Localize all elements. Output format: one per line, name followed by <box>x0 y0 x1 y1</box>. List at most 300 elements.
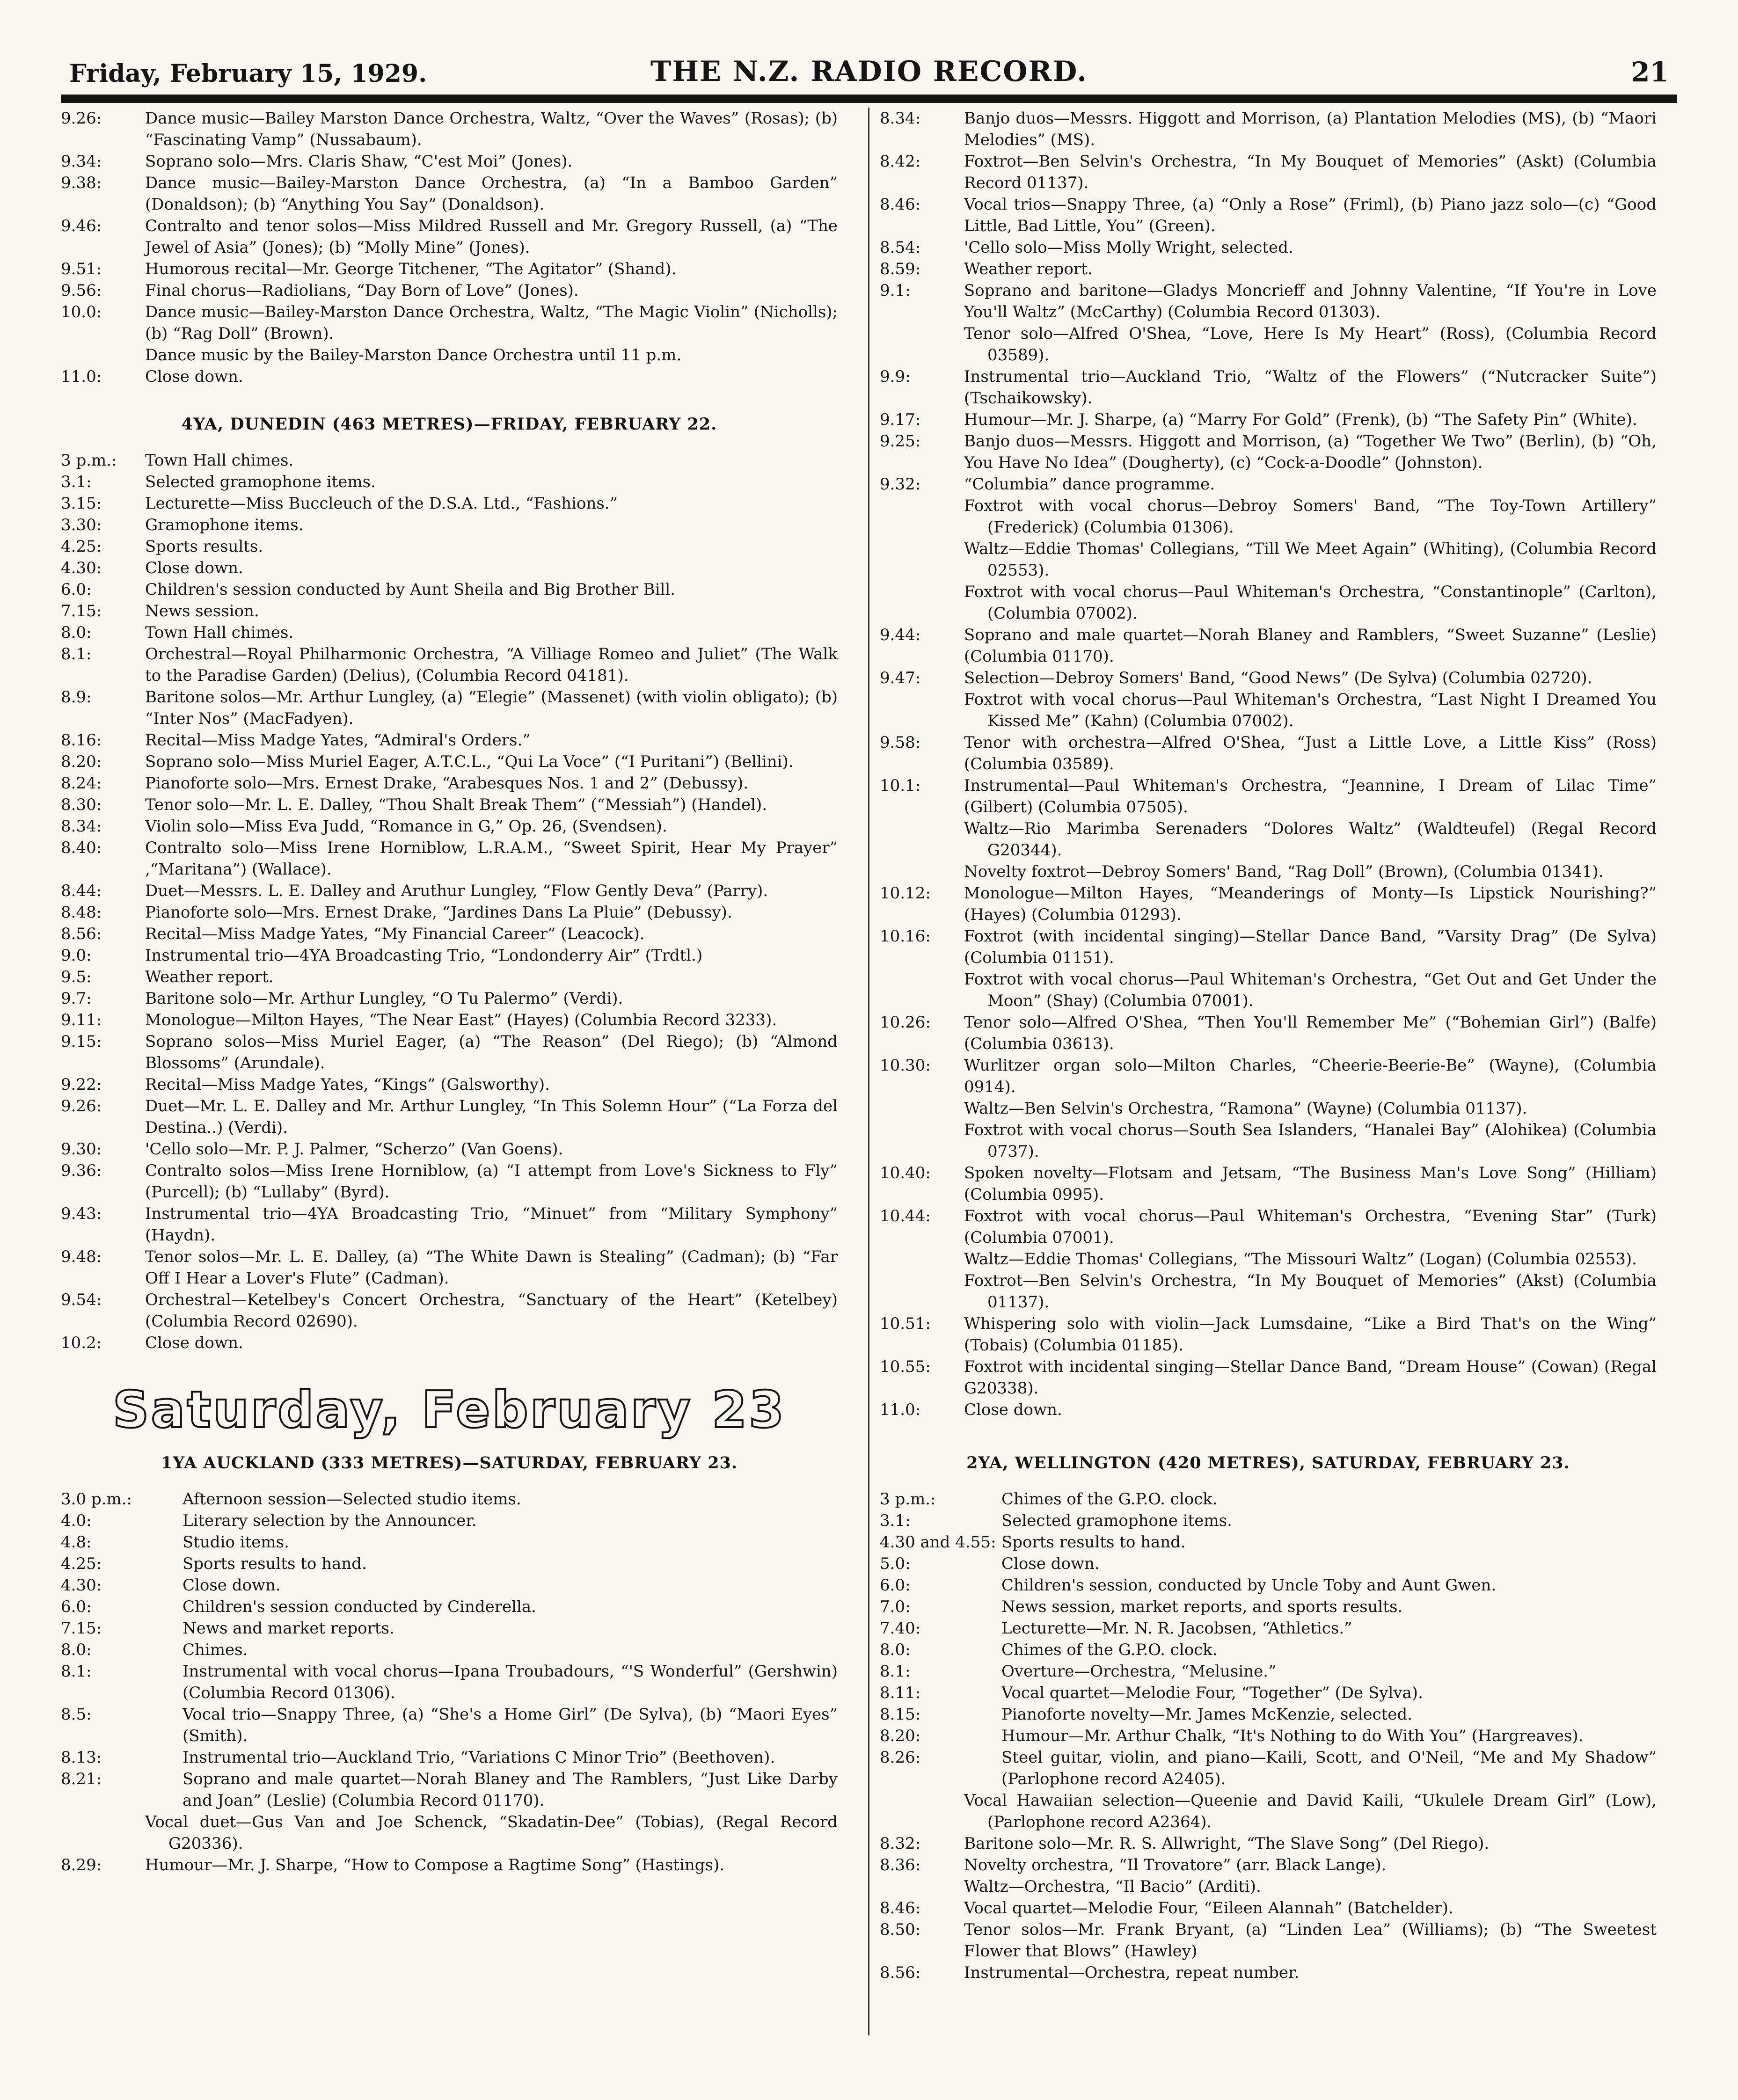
list-item <box>880 1012 1657 1055</box>
list-item <box>61 301 838 344</box>
description: Contralto solos—Miss Irene Horniblow, (a) “I attempt from Love's Sickness to Fly” (Purcell); (b) “Lullaby” (Byrd). <box>145 1161 838 1202</box>
description: “Columbia” dance programme. <box>964 475 1215 494</box>
time: 9.54: <box>61 1291 102 1309</box>
list-item <box>61 686 838 729</box>
list-item <box>61 557 838 579</box>
list-item <box>61 902 838 923</box>
continuation-line: Foxtrot—Ben Selvin's Orchestra, “In My Bouquet of Memories” (Akst) (Columbia 01137). <box>964 1271 1657 1312</box>
time: 8.1: <box>61 1662 92 1681</box>
section-heading-wellington: 2YA, WELLINGTON (420 METRES), SATURDAY, FEBRUARY 23. <box>966 1453 1570 1473</box>
description: Instrumental—Orchestra, repeat number. <box>964 1963 1300 1982</box>
list-item <box>61 1854 838 1876</box>
time: 4.30 and 4.55: <box>880 1533 996 1552</box>
list-item <box>61 1704 838 1747</box>
list-item <box>61 1289 838 1332</box>
description: Soprano solo—Mrs. Claris Shaw, “C'est Moi” (Jones). <box>145 152 573 171</box>
time: 8.46: <box>880 195 921 214</box>
description: Sports results. <box>145 537 263 556</box>
description: Wurlitzer organ solo—Milton Charles, “Cheerie-Beerie-Be” (Wayne), (Columbia 0914). <box>964 1056 1657 1096</box>
time: 4.30: <box>61 559 102 577</box>
list <box>880 1833 1657 1876</box>
description: Chimes of the G.P.O. clock. <box>1001 1490 1218 1509</box>
time: 10.1: <box>880 776 921 795</box>
list-item <box>880 237 1657 258</box>
cont-list <box>880 1248 1657 1313</box>
time: 8.36: <box>880 1856 921 1874</box>
list-item <box>880 194 1657 237</box>
description: Chimes. <box>183 1641 248 1659</box>
description: Instrumental—Paul Whiteman's Orchestra, “Jeannine, I Dream of Lilac Time” (Gilbert) (Columbia 07505). <box>964 776 1657 817</box>
description: Soprano solos—Miss Muriel Eager, (a) “The Reason” (Del Riego); (b) “Almond Blossoms” (Arundale). <box>145 1032 838 1072</box>
description: Foxtrot (with incidental singing)—Stellar Dance Band, “Varsity Drag” (De Sylva) (Columbia 01151). <box>964 927 1657 967</box>
time: 10.26: <box>880 1013 931 1032</box>
list-item <box>880 1704 1657 1725</box>
list <box>880 1012 1657 1098</box>
list <box>880 108 1657 323</box>
description: Vocal trio—Snappy Three, (a) “She's a Home Girl” (De Sylva), (b) “Maori Eyes” (Smith). <box>183 1705 838 1745</box>
description: Dance music—Bailey-Marston Dance Orchestra, Waltz, “The Magic Violin” (Nicholls); (b) “Rag Doll” (Brown). <box>145 303 838 343</box>
list <box>880 1488 1657 1790</box>
list-item <box>880 1639 1657 1661</box>
list-item <box>880 1313 1657 1356</box>
description: Foxtrot with incidental singing—Stellar Dance Band, “Dream House” (Cowan) (Regal G20338). <box>964 1357 1657 1398</box>
description: Soprano and male quartet—Norah Blaney and Ramblers, “Sweet Suzanne” (Leslie) (Columbia 01170). <box>964 626 1657 666</box>
description: Close down. <box>1001 1554 1100 1573</box>
list-item <box>61 471 838 493</box>
list-item <box>61 945 838 966</box>
list <box>61 1488 838 1811</box>
list <box>880 882 1657 969</box>
description: Contralto and tenor solos—Miss Mildred Russell and Mr. Gregory Russell, (a) “The Jewel of Asia” (Jones); (b) “Molly Mine” (Jones). <box>145 217 838 257</box>
continuation-line: Foxtrot with vocal chorus—Paul Whiteman's Orchestra, “Last Night I Dreamed You Kissed Me” (Kahn) (Columbia 07002). <box>964 690 1657 730</box>
time: 3.1: <box>880 1511 911 1530</box>
list-item <box>880 1897 1657 1919</box>
list-item <box>61 450 838 471</box>
list-item <box>61 729 838 751</box>
description: Final chorus—Radiolians, “Day Born of Love” (Jones). <box>145 281 579 300</box>
list-item <box>61 816 838 837</box>
list-item <box>61 1138 838 1160</box>
day-title: Saturday, February 23 <box>112 1381 786 1439</box>
description: Selected gramophone items. <box>145 473 376 491</box>
list-item <box>61 579 838 600</box>
description: Novelty orchestra, “Il Trovatore” (arr. Black Lange). <box>964 1856 1387 1874</box>
description: Close down. <box>145 367 243 386</box>
description: Tenor solo—Alfred O'Shea, “Then You'll Remember Me” (“Bohemian Girl”) (Balfe) (Columbia 03613). <box>964 1013 1657 1053</box>
time: 8.54: <box>880 238 921 257</box>
time: 8.42: <box>880 152 921 171</box>
continuation-line: Foxtrot with vocal chorus—South Sea Islanders, “Hanalei Bay” (Alohikea) (Columbia 0737). <box>964 1121 1657 1161</box>
description: Recital—Miss Madge Yates, “My Financial Career” (Leacock). <box>145 925 645 943</box>
time: 9.56: <box>61 281 102 300</box>
time: 8.29: <box>61 1856 102 1874</box>
time: 8.30: <box>61 795 102 814</box>
description: Banjo duos—Messrs. Higgott and Morrison, (a) Plantation Melodies (MS), (b) “Maori Melodies” (MS). <box>964 109 1657 149</box>
page-number: 21 <box>1631 56 1669 88</box>
description: Close down. <box>145 1334 243 1352</box>
description: Instrumental trio—4YA Broadcasting Trio, “Minuet” from “Military Symphony” (Haydn). <box>145 1204 838 1245</box>
time: 10.0: <box>61 303 102 321</box>
list-item <box>880 1399 1657 1421</box>
description: Duet—Messrs. L. E. Dalley and Aruthur Lungley, “Flow Gently Deva” (Parry). <box>145 882 768 900</box>
list-item <box>880 1205 1657 1248</box>
list-item <box>61 258 838 280</box>
description: Sports results to hand. <box>183 1554 367 1573</box>
list-item <box>880 1618 1657 1639</box>
list-item <box>61 215 838 258</box>
time: 3.1: <box>61 473 92 491</box>
description: Instrumental with vocal chorus—Ipana Troubadours, “'S Wonderful” (Gershwin) (Columbia Record 01306). <box>183 1662 838 1702</box>
list-item <box>61 1246 838 1289</box>
description: Instrumental trio—4YA Broadcasting Trio, “Londonderry Air” (Trdtl.) <box>145 946 703 965</box>
list-item <box>61 151 838 172</box>
time: 8.11: <box>880 1684 921 1702</box>
list-item <box>880 624 1657 667</box>
masthead <box>61 43 1677 103</box>
list-item <box>880 1575 1657 1596</box>
list-item <box>61 751 838 773</box>
time: 9.1: <box>880 281 911 300</box>
description: Orchestral—Ketelbey's Concert Orchestra, “Sanctuary of the Heart” (Ketelbey) (Columbia Record 02690). <box>145 1291 838 1331</box>
list-item <box>880 280 1657 323</box>
list-item <box>61 794 838 816</box>
list-item <box>61 1531 838 1553</box>
time: 4.8: <box>61 1533 92 1552</box>
time: 9.36: <box>61 1161 102 1180</box>
description: Humour—Mr. J. Sharpe, (a) “Marry For Gold” (Frenk), (b) “The Safety Pin” (White). <box>964 410 1637 429</box>
continuation-line: Waltz—Orchestra, “Il Bacio” (Arditi). <box>964 1877 1261 1896</box>
description: Children's session, conducted by Uncle Toby and Aunt Gwen. <box>1001 1576 1497 1595</box>
continuation-line: Foxtrot with vocal chorus—Paul Whiteman's Orchestra, “Constantinople” (Carlton), (Columbia 07002). <box>964 583 1657 623</box>
description: Orchestral—Royal Philharmonic Orchestra, “A Villiage Romeo and Juliet” (The Walk to the Paradise Garden) (Delius), (Columbia Record 04181). <box>145 645 838 685</box>
time: 9.26: <box>61 109 102 128</box>
description: Vocal quartet—Melodie Four, “Together” (De Sylva). <box>1001 1684 1423 1702</box>
list-item <box>61 643 838 686</box>
description: News session. <box>145 602 259 620</box>
time: 8.20: <box>880 1727 921 1745</box>
time: 10.16: <box>880 927 931 946</box>
list-item <box>61 1661 838 1704</box>
list-item <box>880 1725 1657 1747</box>
time: 5.0: <box>880 1554 911 1573</box>
description: Pianoforte solo—Mrs. Ernest Drake, “Arabesques Nos. 1 and 2” (Debussy). <box>145 774 749 793</box>
list-item <box>61 280 838 301</box>
list-item <box>61 493 838 514</box>
list-item <box>61 966 838 988</box>
list <box>61 450 838 1354</box>
time: 8.1: <box>61 645 92 664</box>
list-item <box>880 1531 1657 1553</box>
continuation-line: Foxtrot with vocal chorus—Debroy Somers' Band, “The Toy-Town Artillery” (Frederick) (Columbia 01306). <box>964 496 1657 537</box>
description: Soprano and male quartet—Norah Blaney and The Ramblers, “Just Like Darby and Joan” (Leslie) (Columbia Record 01170). <box>183 1770 838 1810</box>
description: Children's session conducted by Cinderella. <box>183 1597 536 1616</box>
description: Duet—Mr. L. E. Dalley and Mr. Arthur Lungley, “In This Solemn Hour” (“La Forza del Destina..) (Verdi). <box>145 1097 838 1137</box>
description: Spoken novelty—Flotsam and Jetsam, “The Business Man's Love Song” (Hilliam) (Columbia 0995). <box>964 1164 1657 1204</box>
time: 9.5: <box>61 968 92 986</box>
list-item <box>61 622 838 643</box>
description: Town Hall chimes. <box>145 623 294 642</box>
description: Overture—Orchestra, “Melusine.” <box>1001 1662 1277 1681</box>
list-item <box>61 1618 838 1639</box>
list-item <box>61 1160 838 1203</box>
list-item <box>880 258 1657 280</box>
list-item <box>61 837 838 880</box>
time: 9.25: <box>880 432 921 451</box>
list-item <box>61 1768 838 1811</box>
description: Contralto solo—Miss Irene Horniblow, L.R.A.M., “Sweet Spirit, Hear My Prayer” ,“Maritana”) (Wallace). <box>145 839 838 879</box>
description: Foxtrot—Ben Selvin's Orchestra, “In My Bouquet of Memories” (Askt) (Columbia Record 01137). <box>964 152 1657 192</box>
time: 9.32: <box>880 475 921 494</box>
description: Selected gramophone items. <box>1001 1511 1232 1530</box>
time: 9.11: <box>61 1011 102 1029</box>
list-item <box>61 1553 838 1575</box>
list-item <box>61 1575 838 1596</box>
list-item <box>880 1661 1657 1682</box>
list-item <box>880 1962 1657 1983</box>
description: Soprano and baritone—Gladys Moncrieff and Johnny Valentine, “If You're in Love You'll Waltz” (McCarthy) (Columbia Record 01303). <box>964 281 1657 321</box>
description: Town Hall chimes. <box>145 451 294 470</box>
description: Whispering solo with violin—Jack Lumsdaine, “Like a Bird That's on the Wing” (Tobais) (Columbia 01185). <box>964 1314 1657 1355</box>
time: 11.0: <box>880 1400 921 1419</box>
description: Vocal trios—Snappy Three, (a) “Only a Rose” (Friml), (b) Piano jazz solo—(c) “Good Little, Bad Little, You” (Green). <box>964 195 1657 235</box>
time: 9.9: <box>880 367 911 386</box>
time: 8.0: <box>61 1641 92 1659</box>
time: 9.22: <box>61 1075 102 1094</box>
time: 8.50: <box>880 1920 921 1939</box>
time: 9.26: <box>61 1097 102 1116</box>
description: Lecturette—Miss Buccleuch of the D.S.A. Ltd., “Fashions.” <box>145 494 618 513</box>
description: Selection—Debroy Somers' Band, “Good News” (De Sylva) (Columbia 02720). <box>964 669 1592 687</box>
description: Banjo duos—Messrs. Higgott and Morrison, (a) “Together We Two” (Berlin), (b) “Oh, You Have No Idea” (Dougherty), (c) “Cock-a-Doodle” (Johnston). <box>964 432 1657 472</box>
time: 7.15: <box>61 602 102 620</box>
description: Tenor with orchestra—Alfred O'Shea, “Just a Little Love, a Little Kiss” (Ross) (Columbia 03589). <box>964 733 1657 773</box>
section-heading-auckland: 1YA AUCKLAND (333 METRES)—SATURDAY, FEBRUARY 23. <box>161 1453 738 1473</box>
description: Close down. <box>183 1576 281 1595</box>
list-item <box>880 882 1657 926</box>
time: 8.0: <box>880 1641 911 1659</box>
list-item <box>61 923 838 945</box>
description: Instrumental trio—Auckland Trio, “Variations C Minor Trio” (Beethoven). <box>183 1748 775 1767</box>
continuation-line: Waltz—Rio Marimba Serenaders “Dolores Waltz” (Waldteufel) (Regal Record G20344). <box>964 819 1657 860</box>
description: Lecturette—Mr. N. R. Jacobsen, “Athletics.” <box>1001 1619 1352 1638</box>
continuation-line: Vocal duet—Gus Van and Joe Schenck, “Skadatin-Dee” (Tobias), (Regal Record G20336). <box>145 1813 838 1853</box>
column-divider <box>868 108 869 2035</box>
list-item <box>61 988 838 1009</box>
time: 8.59: <box>880 260 921 278</box>
description: Recital—Miss Madge Yates, “Admiral's Orders.” <box>145 731 531 750</box>
time: 9.0: <box>61 946 92 965</box>
description: Gramophone items. <box>145 516 304 534</box>
time: 10.2: <box>61 1334 102 1352</box>
time: 8.1: <box>880 1662 911 1681</box>
list <box>880 1313 1657 1421</box>
time: 7.40: <box>880 1619 921 1638</box>
issue-date: Friday, February 15, 1929. <box>69 59 427 88</box>
list-item <box>880 1162 1657 1205</box>
list-item <box>61 1488 838 1510</box>
continuation-line: Vocal Hawaiian selection—Queenie and David Kaili, “Ukulele Dream Girl” (Low), (Parlophone record A2364). <box>964 1791 1657 1831</box>
list-item <box>880 1596 1657 1618</box>
time: 9.51: <box>61 260 102 278</box>
list <box>880 732 1657 818</box>
description: Tenor solo—Mr. L. E. Dalley, “Thou Shalt Break Them” (“Messiah”) (Handel). <box>145 795 767 814</box>
list-item <box>61 366 838 387</box>
list-item <box>880 1488 1657 1510</box>
list-item <box>61 514 838 536</box>
time: 9.44: <box>880 626 921 644</box>
description: Close down. <box>145 559 243 577</box>
time: 7.15: <box>61 1619 102 1638</box>
list-item <box>880 1510 1657 1531</box>
time: 10.30: <box>880 1056 931 1075</box>
list-item <box>61 773 838 794</box>
description: Violin solo—Miss Eva Judd, “Romance in G,” Op. 26, (Svendsen). <box>145 817 667 836</box>
list-item <box>61 1639 838 1661</box>
continuation-line: Dance music by the Bailey-Marston Dance Orchestra until 11 p.m. <box>145 346 682 365</box>
list-item <box>61 1747 838 1768</box>
time: 9.48: <box>61 1247 102 1266</box>
time: 8.21: <box>61 1770 102 1788</box>
time: 3.30: <box>61 516 102 534</box>
list-item <box>880 108 1657 151</box>
time: 8.44: <box>61 882 102 900</box>
time: 8.0: <box>61 623 92 642</box>
list-item <box>880 926 1657 969</box>
list-item <box>61 1009 838 1031</box>
time: 8.5: <box>61 1705 92 1724</box>
publication-title: THE N.Z. RADIO RECORD. <box>650 55 1088 88</box>
list-item <box>61 172 838 215</box>
time: 8.16: <box>61 731 102 750</box>
list-item <box>880 1682 1657 1704</box>
description: Tenor solos—Mr. L. E. Dalley, (a) “The White Dawn is Stealing” (Cadman); (b) “Far Off I Hear a Lover's Flute” (Cadman). <box>145 1247 838 1288</box>
list-item <box>880 1747 1657 1790</box>
list-item <box>880 366 1657 409</box>
time: 10.12: <box>880 884 931 903</box>
list-item <box>880 1356 1657 1399</box>
time: 3.15: <box>61 494 102 513</box>
description: Afternoon session—Selected studio items. <box>183 1490 521 1509</box>
time: 8.34: <box>61 817 102 836</box>
list-item <box>880 667 1657 689</box>
cont-list <box>880 495 1657 624</box>
time: 8.32: <box>880 1834 921 1853</box>
description: Recital—Miss Madge Yates, “Kings” (Galsworthy). <box>145 1075 550 1094</box>
description: Humour—Mr. Arthur Chalk, “It's Nothing to do With You” (Hargreaves). <box>1001 1727 1584 1745</box>
cont-list <box>880 818 1657 882</box>
list-item <box>61 1095 838 1138</box>
continuation-line: Novelty foxtrot—Debroy Somers' Band, “Rag Doll” (Brown), (Columbia 01341). <box>964 862 1604 881</box>
continuation-line: Foxtrot with vocal chorus—Paul Whiteman's Orchestra, “Get Out and Get Under the Moon” (Shay) (Columbia 07001). <box>964 970 1657 1010</box>
left-column <box>61 108 838 1876</box>
description: Studio items. <box>183 1533 289 1552</box>
list-item <box>61 880 838 902</box>
time: 9.58: <box>880 733 921 752</box>
time: 3 p.m.: <box>61 451 117 470</box>
time: 8.15: <box>880 1705 921 1724</box>
description: Humorous recital—Mr. George Titchener, “The Agitator” (Shand). <box>145 260 677 278</box>
description: Weather report. <box>145 968 274 986</box>
time: 10.44: <box>880 1207 931 1225</box>
list-item <box>880 430 1657 474</box>
description: Dance music—Bailey-Marston Dance Orchestra, (a) “In a Bamboo Garden” (Donaldson); (b) “Anything You Say” (Donaldson). <box>145 174 838 214</box>
list-item <box>61 108 838 151</box>
description: Dance music—Bailey Marston Dance Orchestra, Waltz, “Over the Waves” (Rosas); (b) “Fascinating Vamp” (Nussabaum). <box>145 109 838 149</box>
section-heading-dunedin: 4YA, DUNEDIN (463 METRES)—FRIDAY, FEBRUARY 22. <box>181 415 717 434</box>
time: 8.34: <box>880 109 921 128</box>
description: Chimes of the G.P.O. clock. <box>1001 1641 1218 1659</box>
description: Soprano solo—Miss Muriel Eager, A.T.C.L., “Qui La Voce” (“I Puritani”) (Bellini). <box>145 752 794 771</box>
list-item <box>880 775 1657 818</box>
description: Pianoforte solo—Mrs. Ernest Drake, “Jardines Dans La Pluie” (Debussy). <box>145 903 732 922</box>
description: Close down. <box>964 1400 1062 1419</box>
time: 9.30: <box>61 1140 102 1159</box>
time: 4.25: <box>61 1554 102 1573</box>
description: Baritone solos—Mr. Arthur Lungley, (a) “Elegie” (Massenet) (with violin obligato); (b) “Inter Nos” (MacFadyen). <box>145 688 838 728</box>
description: Literary selection by the Announcer. <box>183 1511 477 1530</box>
right-column <box>880 108 1657 1983</box>
list-item <box>880 1055 1657 1098</box>
description: Children's session conducted by Aunt Sheila and Big Brother Bill. <box>145 580 676 599</box>
list-item <box>61 1596 838 1618</box>
description: Baritone solo—Mr. Arthur Lungley, “O Tu Palermo” (Verdi). <box>145 989 623 1008</box>
time: 9.17: <box>880 410 921 429</box>
list-item <box>61 1203 838 1246</box>
time: 8.9: <box>61 688 92 707</box>
description: 'Cello solo—Mr. P. J. Palmer, “Scherzo” (Van Goens). <box>145 1140 563 1159</box>
description: Steel guitar, violin, and piano—Kaili, Scott, and O'Neil, “Me and My Shadow” (Parlophone record A2405). <box>1001 1748 1657 1788</box>
list-item <box>880 474 1657 495</box>
time: 10.40: <box>880 1164 931 1182</box>
time: 9.43: <box>61 1204 102 1223</box>
time: 6.0: <box>61 1597 92 1616</box>
time: 9.15: <box>61 1032 102 1051</box>
list-item <box>61 1510 838 1531</box>
time: 9.7: <box>61 989 92 1008</box>
list-item <box>61 600 838 622</box>
time: 8.24: <box>61 774 102 793</box>
list-item <box>880 151 1657 194</box>
description: News and market reports. <box>183 1619 394 1638</box>
description: News session, market reports, and sports results. <box>1001 1597 1403 1616</box>
description: Weather report. <box>964 260 1093 278</box>
time: 4.0: <box>61 1511 92 1530</box>
time: 8.46: <box>880 1899 921 1918</box>
description: 'Cello solo—Miss Molly Wright, selected. <box>964 238 1293 257</box>
list-item <box>880 1553 1657 1575</box>
list-item <box>880 1833 1657 1854</box>
time: 7.0: <box>880 1597 911 1616</box>
time: 8.56: <box>880 1963 921 1982</box>
time: 11.0: <box>61 367 102 386</box>
cont-list <box>880 1098 1657 1162</box>
continuation-line: Tenor solo—Alfred O'Shea, “Love, Here Is My Heart” (Ross), (Columbia Record 03589). <box>964 324 1657 365</box>
description: Humour—Mr. J. Sharpe, “How to Compose a Ragtime Song” (Hastings). <box>145 1856 725 1874</box>
time: 8.48: <box>61 903 102 922</box>
list-item <box>61 1332 838 1354</box>
time: 10.55: <box>880 1357 931 1376</box>
continuation-line: Waltz—Eddie Thomas' Collegians, “The Missouri Waltz” (Logan) (Columbia 02553). <box>964 1250 1637 1269</box>
time: 6.0: <box>61 580 92 599</box>
description: Monologue—Milton Hayes, “The Near East” (Hayes) (Columbia Record 3233). <box>145 1011 777 1029</box>
description: Instrumental trio—Auckland Trio, “Waltz of the Flowers” (“Nutcracker Suite”) (Tschaikowsky). <box>964 367 1657 408</box>
description: Vocal quartet—Melodie Four, “Eileen Alannah” (Batchelder). <box>964 1899 1453 1918</box>
time: 9.38: <box>61 174 102 192</box>
list <box>61 108 838 344</box>
time: 9.34: <box>61 152 102 171</box>
time: 8.40: <box>61 839 102 857</box>
time: 6.0: <box>880 1576 911 1595</box>
